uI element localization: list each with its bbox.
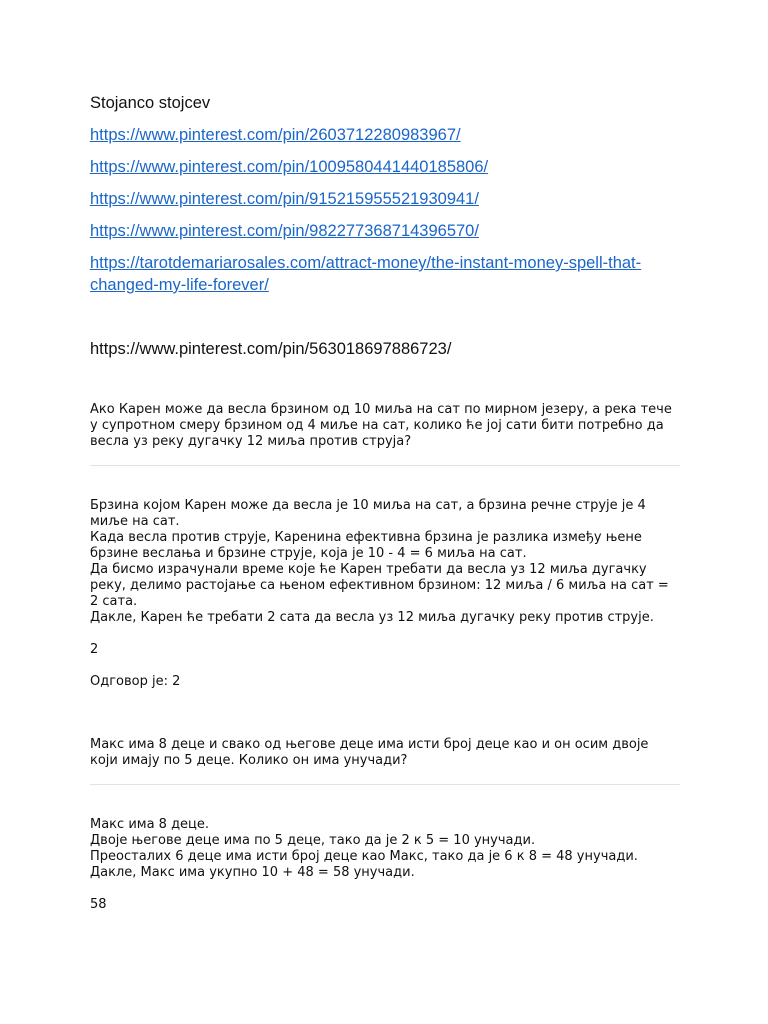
problem2-solution-line: Макс има 8 деце. bbox=[90, 817, 210, 832]
problem2-result: 58 bbox=[90, 897, 107, 912]
link-tarot[interactable]: https://tarotdemariarosales.com/attract-money/the-instant-money-spell-that-changed-my-life-forever/ bbox=[90, 254, 642, 294]
problem1-solution-line: Да бисмо израчунали време које ће Карен требати да весла уз 12 миља дугачку реку, делимо растојање са њеном ефективном брзином: 12 миља / 6 миља на сат = 2 сата. bbox=[90, 562, 669, 609]
link-pinterest-2[interactable]: https://www.pinterest.com/pin/1009580441440185806/ bbox=[90, 158, 489, 176]
problem2-question: Макс има 8 деце и свако од његове деце има исти број деце као и он осим двоје који имају по 5 деце. Колико он има унучади? bbox=[90, 737, 649, 768]
problem1-question: Ако Карен може да весла брзином од 10 миља на сат по мирном језеру, а река тече у супротном смеру брзином од 4 миље на сат, колико ће јој сати бити потребно да весла уз реку дугачку 12 миља против струја? bbox=[90, 402, 672, 449]
problem1-final-answer: Одговор је: 2 bbox=[90, 674, 181, 689]
problem1-divider bbox=[90, 465, 680, 466]
document-content bbox=[90, 92, 680, 913]
problem2-solution-line: Преосталих 6 деце има исти број деце као Макс, тако да је 6 к 8 = 48 унучади. bbox=[90, 849, 638, 864]
link-pinterest-3[interactable]: https://www.pinterest.com/pin/915215955521930941/ bbox=[90, 190, 479, 208]
link-pinterest-4[interactable]: https://www.pinterest.com/pin/982277368714396570/ bbox=[90, 222, 479, 240]
problem2-solution bbox=[90, 817, 680, 881]
link-pinterest-1[interactable]: https://www.pinterest.com/pin/260371228098396​7/ bbox=[90, 126, 461, 144]
problem2-solution-line: Дакле, Макс има укупно 10 + 48 = 58 унучади. bbox=[90, 865, 415, 880]
problem1-solution-line: Брзина којом Карен може да весла је 10 миља на сат, а брзина речне струје је 4 миље на сат. bbox=[90, 498, 646, 529]
author-name: Stojanco stojcev bbox=[90, 94, 211, 112]
problem1-solution bbox=[90, 498, 680, 626]
problem1-result: 2 bbox=[90, 642, 99, 657]
problem1-solution-line: Када весла против струје, Каренина ефективна брзина је разлика између њене брзине веслања и брзине струје, која је 10 - 4 = 6 миља на сат. bbox=[90, 530, 642, 561]
problem2-solution-line: Двоје његове деце има по 5 деце, тако да је 2 к 5 = 10 унучади. bbox=[90, 833, 536, 848]
problem1-solution-line: Дакле, Карен ће требати 2 сата да весла уз 12 миља дугачку реку против струје. bbox=[90, 610, 654, 625]
problem2-divider bbox=[90, 784, 680, 785]
plain-url-text: https://www.pinterest.com/pin/563018697886723/ bbox=[90, 340, 452, 358]
